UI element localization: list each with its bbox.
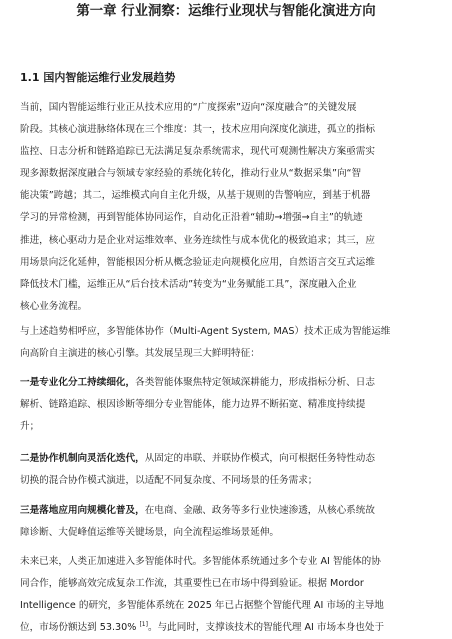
text-line: 核心业务流程。 [20, 300, 88, 312]
text-line [20, 372, 432, 394]
text-line: 监控、日志分析和链路追踪已无法满足复杂系统需求，现代可观测性解决方案亟需实 [20, 146, 375, 158]
text-line: 切换的混合协作模式演进，以适配不同复杂度、不同场景的任务需求； [20, 475, 318, 487]
feature-text: 从固定的串联、并联协作模式，向可根据任务特性动态 [144, 453, 375, 464]
text-line [20, 500, 432, 522]
text-line: 用场景向泛化延伸，智能根因分析从概念验证走向规模化应用，自然语言交互式运维 [20, 256, 375, 268]
paragraph-multi-agent-era [20, 551, 432, 639]
text-line: 降低技术门槛，运维正从“后台技术活动”转变为“业务赋能工具”，深度融入企业 [20, 278, 357, 290]
text-line: 当前，国内智能运维行业正从技术应用的“广度探索”迈向“深度融合”的关键发展 [20, 102, 357, 113]
feature-lead: 一是专业化分工持续细化， [20, 377, 136, 388]
text-line [20, 617, 432, 639]
text-line: Intelligence 的研究，多智能体系统在 2025 年已占据整个智能代理 AI 市场的主导地 [20, 600, 384, 612]
feature-adoption [20, 500, 432, 544]
text-segment: 。与此同时，支撑该技术的智能代理 AI 市场本身也处于 [147, 622, 385, 634]
paragraph-industry-trends [20, 97, 432, 318]
paragraph-mas-intro [20, 321, 432, 365]
text-line: 解析、链路追踪、根因诊断等细分专业智能体，能力边界不断拓宽、精准度持续提 [20, 399, 366, 411]
citation-ref[interactable]: [1] [139, 621, 148, 629]
text-line: 升； [20, 421, 40, 433]
text-line: 同合作，能够高效完成复杂工作流，其重要性已在市场中得到验证。根据 Mordor [20, 578, 364, 590]
text-line: 未来已来，人类正加速进入多智能体时代。多智能体系统通过多个专业 AI 智能体的协 [20, 556, 381, 567]
text-line [20, 448, 432, 470]
section-heading: 1.1 国内智能运维行业发展趋势 [20, 71, 176, 84]
text-line: 学习的异常检测，再到智能体协同运作，自动化正沿着“辅助→增强→自主”的轨迹 [20, 212, 363, 224]
text-line: 现多源数据深度融合与领域专家经验的系统化转化，推动行业从“数据采集”向“智 [20, 168, 362, 180]
feature-text: 在电商、金融、政务等多行业快速渗透，从核心系统故 [144, 505, 375, 516]
text-line: 阶段。其核心演进脉络体现在三个维度：其一，技术应用向深度化演进，孤立的指标 [20, 124, 375, 136]
feature-lead: 三是落地应用向规模化普及， [20, 505, 145, 516]
text-line: 障诊断、大促峰值运维等关键场景，向全流程运维场景延伸。 [20, 527, 280, 539]
text-segment: 位，市场份额达到 53.30% [20, 622, 140, 634]
text-line: 能决策”跨越；其二，运维模式向自主化升级，从基于规则的告警响应，到基于机器 [20, 190, 371, 202]
text-line: 向高阶自主演进的核心引擎。其发展呈现三大鲜明特征： [20, 348, 260, 360]
text-line: 推进，核心驱动力是企业对运维效率、业务连续性与成本优化的极致追求；其三，应 [20, 234, 375, 246]
chapter-title: 第一章 行业洞察：运维行业现状与智能化演进方向 [76, 4, 376, 19]
text-line: 与上述趋势相呼应，多智能体协作（Multi-Agent System, MAS）技术正成为智能运维 [20, 326, 391, 337]
feature-specialization [20, 372, 432, 438]
feature-text: 各类智能体聚焦特定领域深耕能力，形成指标分析、日志 [135, 377, 375, 388]
feature-collaboration [20, 448, 432, 492]
feature-lead: 二是协作机制向灵活化迭代， [20, 453, 145, 464]
